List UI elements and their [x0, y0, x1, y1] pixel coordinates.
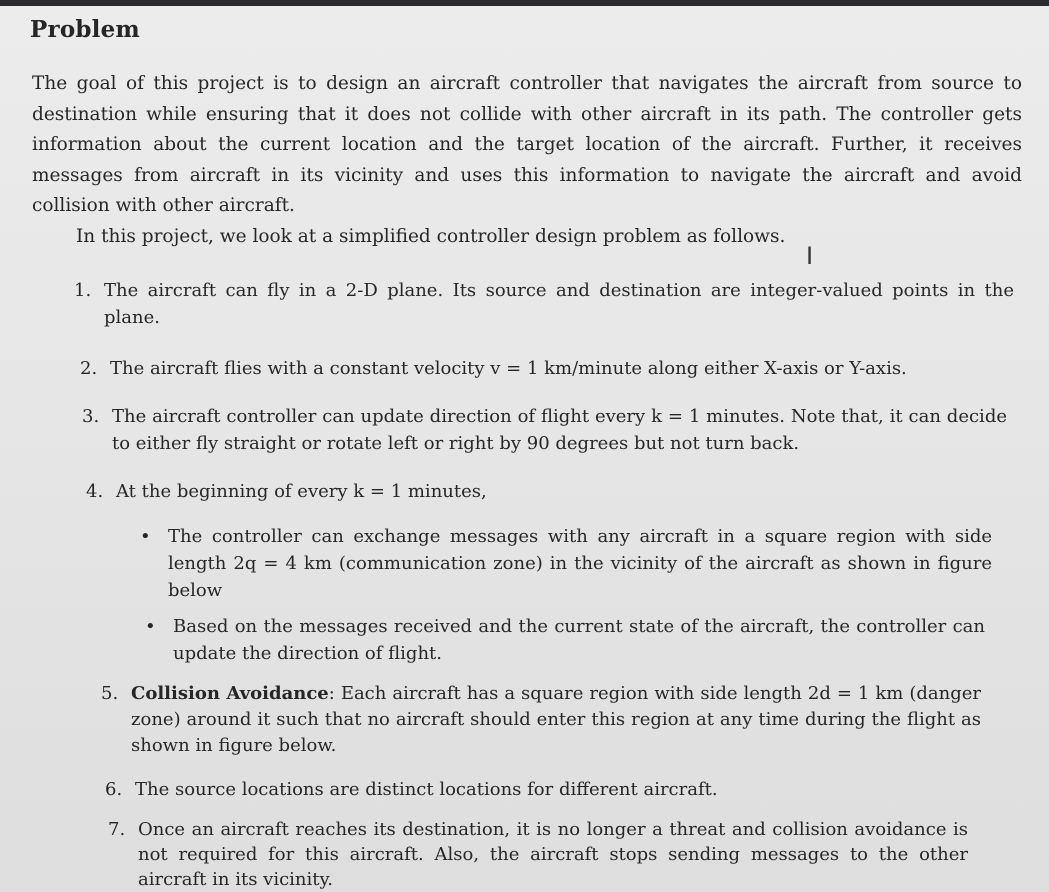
bullet-item-1 [140, 523, 992, 604]
list-item-bold-term: Collision Avoidance [131, 683, 329, 704]
intro-paragraph: The goal of this project is to design an aircraft controller that navigates the aircraft from source to destination while ensuring that it does not collide with other aircraft in its path. The controller gets information about the current location and the target location of the aircraft. Further, it receives messages from aircraft in its vicinity and uses this information to navigate the aircraft and avoid collision with other aircraft. [32, 73, 1022, 216]
list-item-text: The aircraft controller can update direction of flight every k = 1 minutes. Note that, it can decide to either fly straight or rotate left or right by 90 degrees but not turn back. [112, 406, 1007, 454]
list-item-number: 6. [105, 779, 123, 800]
list-item-1 [74, 277, 1014, 331]
list-item-7 [108, 817, 968, 892]
list-item-5 [101, 681, 981, 759]
document-page [0, 6, 1049, 892]
list-item-number: 2. [80, 358, 98, 379]
list-item-number: 1. [74, 280, 92, 301]
list-item-number: 3. [82, 406, 100, 427]
bullet-item-2 [145, 613, 985, 667]
list-item-text: : Each aircraft has a square region with side length 2d = 1 km (danger zone) around it such that no aircraft should enter this region at any time during the flight as shown in figure below. [131, 683, 981, 756]
bullet-text: Based on the messages received and the current state of the aircraft, the controller can update the direction of flight. [173, 616, 985, 664]
section-heading: Problem [30, 16, 140, 43]
bullet-text: The controller can exchange messages with any aircraft in a square region with side length 2q = 4 km (communication zone) in the vicinity of the aircraft as shown in figure below [168, 526, 992, 601]
list-item-text: The aircraft can fly in a 2-D plane. Its source and destination are integer-valued points in the plane. [104, 280, 1014, 328]
list-item-number: 5. [101, 683, 119, 704]
list-item-number: 4. [86, 481, 104, 502]
list-item-6 [105, 776, 975, 803]
bullet-icon: • [145, 616, 156, 637]
list-item-text: The source locations are distinct locations for different aircraft. [135, 779, 718, 800]
list-item-4 [86, 478, 996, 505]
list-item-3 [82, 403, 1007, 457]
list-item-text: Once an aircraft reaches its destination, it is no longer a threat and collision avoidance is not required for this aircraft. Also, the aircraft stops sending messages to the other aircraft in its vicinity. [138, 819, 968, 890]
list-item-text: At the beginning of every k = 1 minutes, [116, 481, 487, 502]
bullet-icon: • [140, 526, 151, 547]
list-item-number: 7. [108, 819, 126, 840]
list-item-2 [80, 355, 1010, 382]
intro-lead: In this project, we look at a simplified controller design problem as follows. [76, 226, 786, 247]
list-item-text: The aircraft flies with a constant velocity v = 1 km/minute along either X-axis or Y-axis. [110, 358, 907, 379]
text-cursor-icon: I [806, 242, 814, 270]
